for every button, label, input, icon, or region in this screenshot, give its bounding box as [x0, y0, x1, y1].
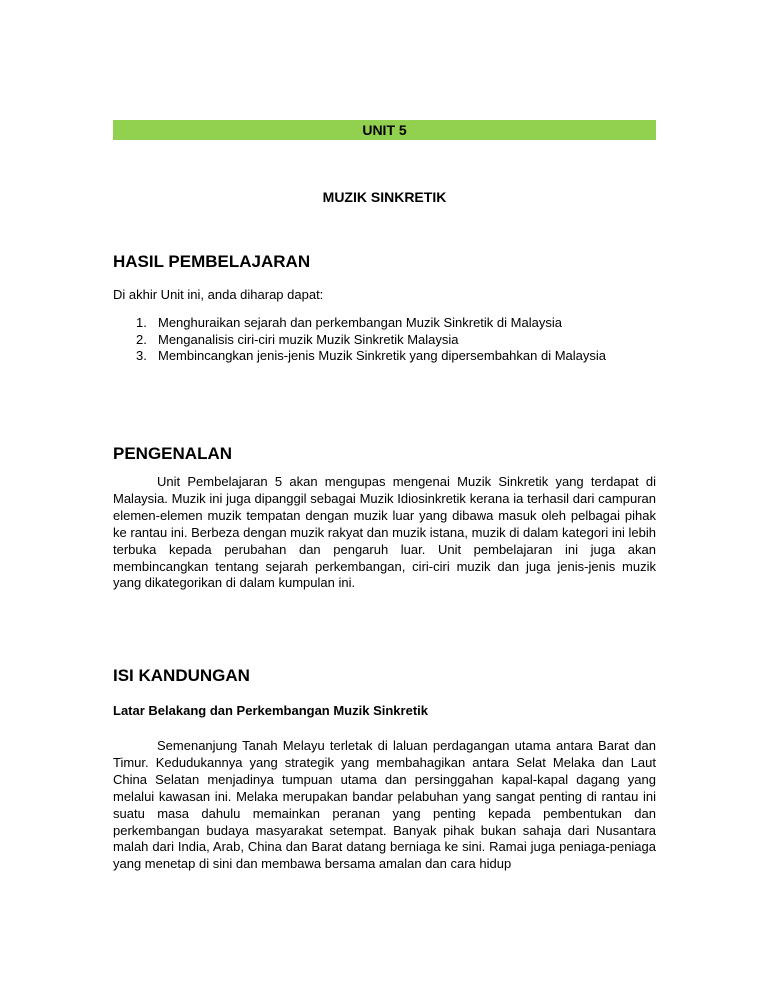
unit-banner — [113, 120, 656, 140]
learning-outcomes-intro: Di akhir Unit ini, anda diharap dapat: — [113, 287, 324, 302]
list-item — [113, 332, 656, 349]
content-subheading: Latar Belakang dan Perkembangan Muzik Sinkretik — [113, 703, 428, 718]
learning-outcomes-list — [113, 315, 656, 365]
list-item-number: 2. — [136, 331, 147, 347]
list-item-text: Menghuraikan sejarah dan perkembangan Muzik Sinkretik di Malaysia — [158, 315, 562, 330]
learning-outcomes-heading: HASIL PEMBELAJARAN — [113, 252, 311, 271]
list-item — [113, 348, 656, 365]
page-title: MUZIK SINKRETIK — [322, 189, 447, 205]
content-paragraph: Semenanjung Tanah Melayu terletak di laluan perdagangan utama antara Barat dan Timur. Kedudukannya yang strategik yang membahagikan antara Selat Melaka dan Laut China Selatan menjadinya tumpuan utama dan persinggahan kapal-kapal dagang yang melalui kawasan ini. Melaka merupakan bandar pelabuhan yang sangat penting di rantau ini suatu masa dahulu memainkan peranan yang penting kepada pembentukan dan perkembangan budaya masyarakat setempat. Banyak pihak bukan sahaja dari Nusantara malah dari India, Arab, China dan Barat datang berniaga ke sini. Ramai juga peniaga-peniaga yang menetap di sini dan membawa bersama amalan dan cara hidup — [113, 738, 656, 872]
list-item-number: 1. — [136, 315, 147, 330]
list-item-number: 3. — [136, 348, 147, 363]
list-item-text: Membincangkan jenis-jenis Muzik Sinkretik yang dipersembahkan di Malaysia — [158, 348, 606, 363]
unit-label: UNIT 5 — [362, 122, 407, 138]
content-heading: ISI KANDUNGAN — [113, 666, 250, 685]
introduction-paragraph: Unit Pembelajaran 5 akan mengupas mengenai Muzik Sinkretik yang terdapat di Malaysia. Muzik ini juga dipanggil sebagai Muzik Idiosinkretik kerana ia terhasil dari campuran elemen-elemen muzik tempatan dengan muzik luar yang dibawa masuk oleh pelbagai pihak ke rantau ini. Berbeza dengan muzik rakyat dan muzik istana, muzik di dalam kategori ini lebih terbuka kepada perubahan dan pengaruh luar. Unit pembelajaran ini juga akan membincangkan tentang sejarah perkembangan, ciri-ciri muzik dan juga jenis-jenis muzik yang dikategorikan di dalam kumpulan ini. — [113, 474, 656, 591]
list-item — [113, 315, 656, 332]
introduction-heading: PENGENALAN — [113, 444, 233, 463]
list-item-text: Menganalisis ciri-ciri muzik Muzik Sinkretik Malaysia — [158, 331, 459, 347]
